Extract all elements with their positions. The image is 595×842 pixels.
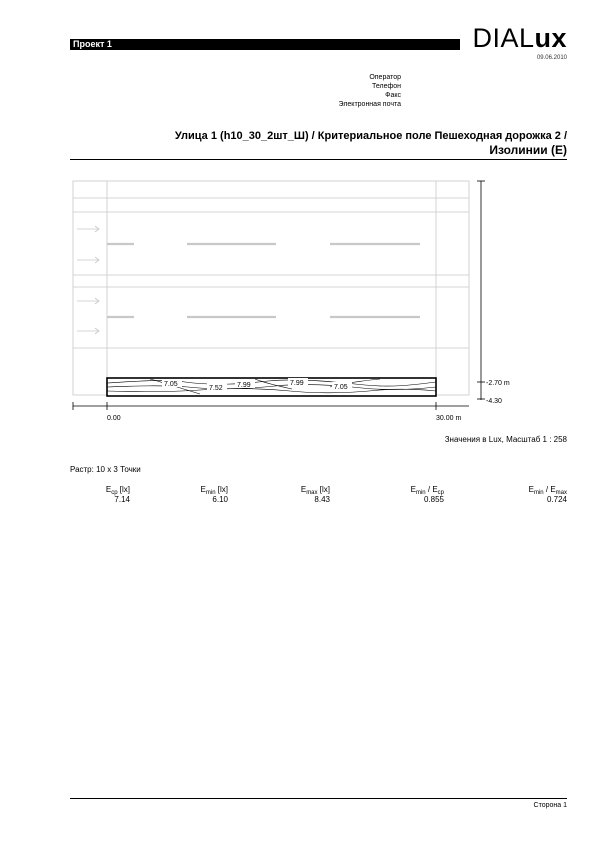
- stat-uniformity-2-header: $E_{min} / E_{max}$: [528, 485, 567, 496]
- isoline-label: 7.05: [334, 384, 348, 391]
- stat-e-min: [188, 485, 228, 505]
- stat-uniformity-2-value: 0.724: [546, 495, 567, 504]
- dim-x-end: 30.00 m: [436, 415, 462, 422]
- street-layout: [73, 181, 469, 395]
- vertical-dimension: [477, 181, 485, 400]
- lane-markings: [107, 244, 420, 317]
- title-line-2: Изолинии (E): [489, 143, 567, 157]
- stat-e-avg-value: 7.14: [114, 495, 130, 504]
- stat-e-avg-header: $E_{ср}$ [lx]: [105, 485, 130, 496]
- arrow-right-icon: [77, 298, 99, 304]
- stat-uniformity-1-value: 0.855: [423, 495, 444, 504]
- logo-text-bold: ux: [534, 23, 567, 53]
- project-name: Проект 1: [73, 39, 112, 49]
- arrow-right-icon: [77, 257, 99, 263]
- stat-e-min-value: 6.10: [212, 495, 228, 504]
- stat-e-max: [288, 485, 330, 505]
- dim-y-top: -2.70 m: [486, 380, 510, 387]
- page-number: Сторона 1: [533, 802, 567, 809]
- stat-uniformity-1: [380, 485, 444, 505]
- dim-y-bottom: -4.30: [486, 398, 502, 405]
- stat-e-min-header: $E_{min}$ [lx]: [200, 485, 228, 496]
- isoline-label: 7.52: [209, 385, 223, 392]
- scale-caption: Значения в Lux, Масштаб 1 : 258: [444, 435, 567, 444]
- isoline-label: 7.05: [164, 381, 178, 388]
- direction-arrows: [77, 226, 99, 334]
- footer-divider: [70, 798, 567, 799]
- isoline-label: 7.99: [290, 380, 304, 387]
- contact-operator: Оператор: [369, 74, 401, 81]
- stat-e-max-header: $E_{max}$ [lx]: [300, 485, 330, 496]
- title-line-1: Улица 1 (h10_30_2шт_Ш) / Критериальное поле Пешеходная дорожка 2 /: [174, 130, 567, 142]
- stat-uniformity-2: [490, 485, 567, 505]
- street-outline: [73, 181, 469, 395]
- contact-fax: Факс: [385, 92, 401, 99]
- raster-info: Растр: 10 x 3 Точки: [70, 465, 141, 474]
- contact-email: Электронная почта: [338, 101, 401, 108]
- dim-x-start: 0.00: [107, 415, 121, 422]
- arrow-right-icon: [77, 328, 99, 334]
- contact-phone: Телефон: [371, 83, 401, 90]
- stat-uniformity-1-header: $E_{min} / E_{ср}$: [410, 485, 444, 496]
- stat-e-avg: [98, 485, 130, 505]
- arrow-right-icon: [77, 226, 99, 232]
- report-date: 09.06.2010: [536, 55, 567, 61]
- isoline-label: 7.99: [237, 382, 251, 389]
- stat-e-max-value: 8.43: [314, 495, 330, 504]
- logo-text-light: DIAL: [472, 23, 535, 53]
- horizontal-dimension: [73, 402, 469, 410]
